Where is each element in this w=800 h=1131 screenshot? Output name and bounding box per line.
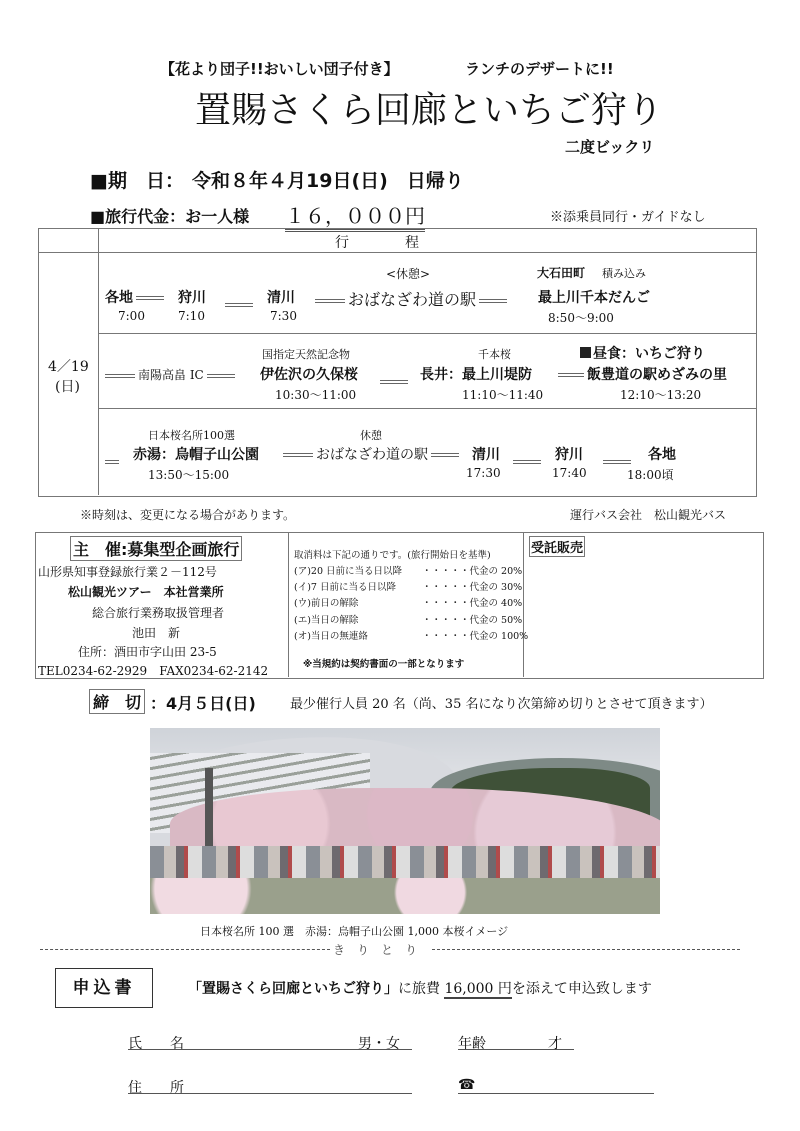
rest-note: <休憩> [386,267,431,281]
utensils-icon [580,347,591,358]
time: 13:50～15:00 [148,468,230,482]
cut-line [40,949,330,950]
cancel-list [294,564,528,645]
cancel-title: 取消料は下記の通りです。(旅行開始日を基準) [294,550,491,561]
stop: 清川 [472,447,500,463]
tagline-right: ランチのデザートに!! [465,60,614,78]
cut-label: き り と り [333,943,418,957]
stop: 狩川 [178,290,206,306]
itinerary-weekday: (日) [55,379,80,395]
min-participants: 最少催行人員 20 名（尚、35 名になり次第締め切りとさせて頂きます） [290,697,713,712]
stop: おばなざわ道の駅 [312,287,510,310]
price-label: ■旅行代金：お一人様 [90,207,250,226]
cherry-blossom-photo [150,728,660,914]
cut-line [432,949,740,950]
time: 17:30 [466,466,501,480]
organizer-title: 主 催:募集型企画旅行 [70,536,242,561]
time: 7:10 [178,309,205,323]
form-title: 申込書 [55,968,153,1008]
stop: 清川 [267,290,295,306]
time: 8:50～9:00 [548,311,614,325]
name-field[interactable]: 氏 名 男・女 [128,1033,412,1050]
date-value: 令和８年４月19日(日) 日帰り [192,170,464,192]
cancel-item: (オ)当日の無連絡 ・・・・・代金の 100% [294,630,529,642]
stop: 南陽高畠 IC [102,366,238,383]
address-field[interactable]: 住 所 [128,1077,412,1094]
subtitle: 二度ビックリ [565,138,655,156]
page-title: 置賜さくら回廊といちご狩り [195,90,664,131]
cancel-item: (イ)7 日前に当る日以降 ・・・・・代金の 30% [294,582,523,594]
cancel-item: (ア)20 日前に当る日以降 ・・・・・代金の 20% [294,566,523,577]
stop: 長井：最上川堤防 [420,367,532,383]
stop: 赤湯：烏帽子山公園 [133,447,259,463]
time: 12:10～13:20 [620,388,702,402]
stop: 伊佐沢の久保桜 [260,367,358,383]
deadline-label: 締 切 [89,689,145,714]
note: 休憩 [360,429,382,442]
tagline-left: 【花より団子!!おいしい団子付き】 [160,60,399,78]
stop: おばなざわ道の駅 [280,444,462,464]
time: 17:40 [552,466,587,480]
age-field[interactable]: 年齢 才 [458,1033,574,1050]
cancel-item: (ウ)前日の解除 ・・・・・代金の 40% [294,598,523,610]
time: 10:30～11:00 [275,388,357,402]
note: 日本桜名所100選 [148,429,235,442]
time: 11:10～11:40 [462,388,544,402]
organizer-company: 松山観光ツアー 本社営業所 [68,585,224,599]
consign-title: 受託販売 [529,536,585,557]
cancel-item: (エ)当日の解除 ・・・・・代金の 50% [294,614,523,626]
lunch-note: 昼食：いちご狩り [580,343,705,363]
date-label: ■期 日： [90,170,184,192]
itinerary-date: 4／19 [48,359,89,375]
time-footnote: ※時刻は、変更になる場合があります。 [80,508,296,522]
phone-icon: ☎ [458,1077,476,1093]
phone-field[interactable] [458,1077,654,1094]
guide-note: ※添乗員同行・ガイドなし [550,210,706,225]
time: 7:30 [270,309,297,323]
cancel-note: ※当規約は契約書面の一部となります [303,659,465,670]
organizer-reg: 山形県知事登録旅行業２－112号 [38,565,217,579]
stop: 最上川千本だんご [538,290,650,306]
form-statement: 「置賜さくら回廊といちご狩り」に旅費 16,000 円を添えて申込致します [188,981,652,997]
stop: 各地 [105,287,167,307]
photo-caption: 日本桜名所 100 選 赤湯：烏帽子山公園 1,000 本桜イメージ [200,925,509,938]
town-note: 大石田町 [537,266,586,280]
note: 千本桜 [478,348,511,361]
organizer-address: 住所：酒田市字山田 23-5 [78,645,217,659]
price-value: １６，０００円 [285,200,425,232]
stop: 狩川 [555,447,583,463]
deadline-value: ：4月５日(日) [150,694,256,713]
load-note: 積み込み [602,267,646,280]
stop: 各地 [648,447,676,463]
time: 18:00頃 [627,468,674,482]
note: 国指定天然記念物 [262,348,350,361]
itinerary-header: 行 程 [335,235,419,251]
organizer-role: 総合旅行業務取扱管理者 [92,606,225,620]
bus-company: 運行バス会社 松山観光バス [570,508,727,522]
stop: 飯豊道の駅めざみの里 [555,364,727,384]
time: 7:00 [118,309,145,323]
organizer-manager: 池田 新 [132,626,181,640]
organizer-tel: TEL0234-62-2929 FAX0234-62-2142 [38,664,269,678]
